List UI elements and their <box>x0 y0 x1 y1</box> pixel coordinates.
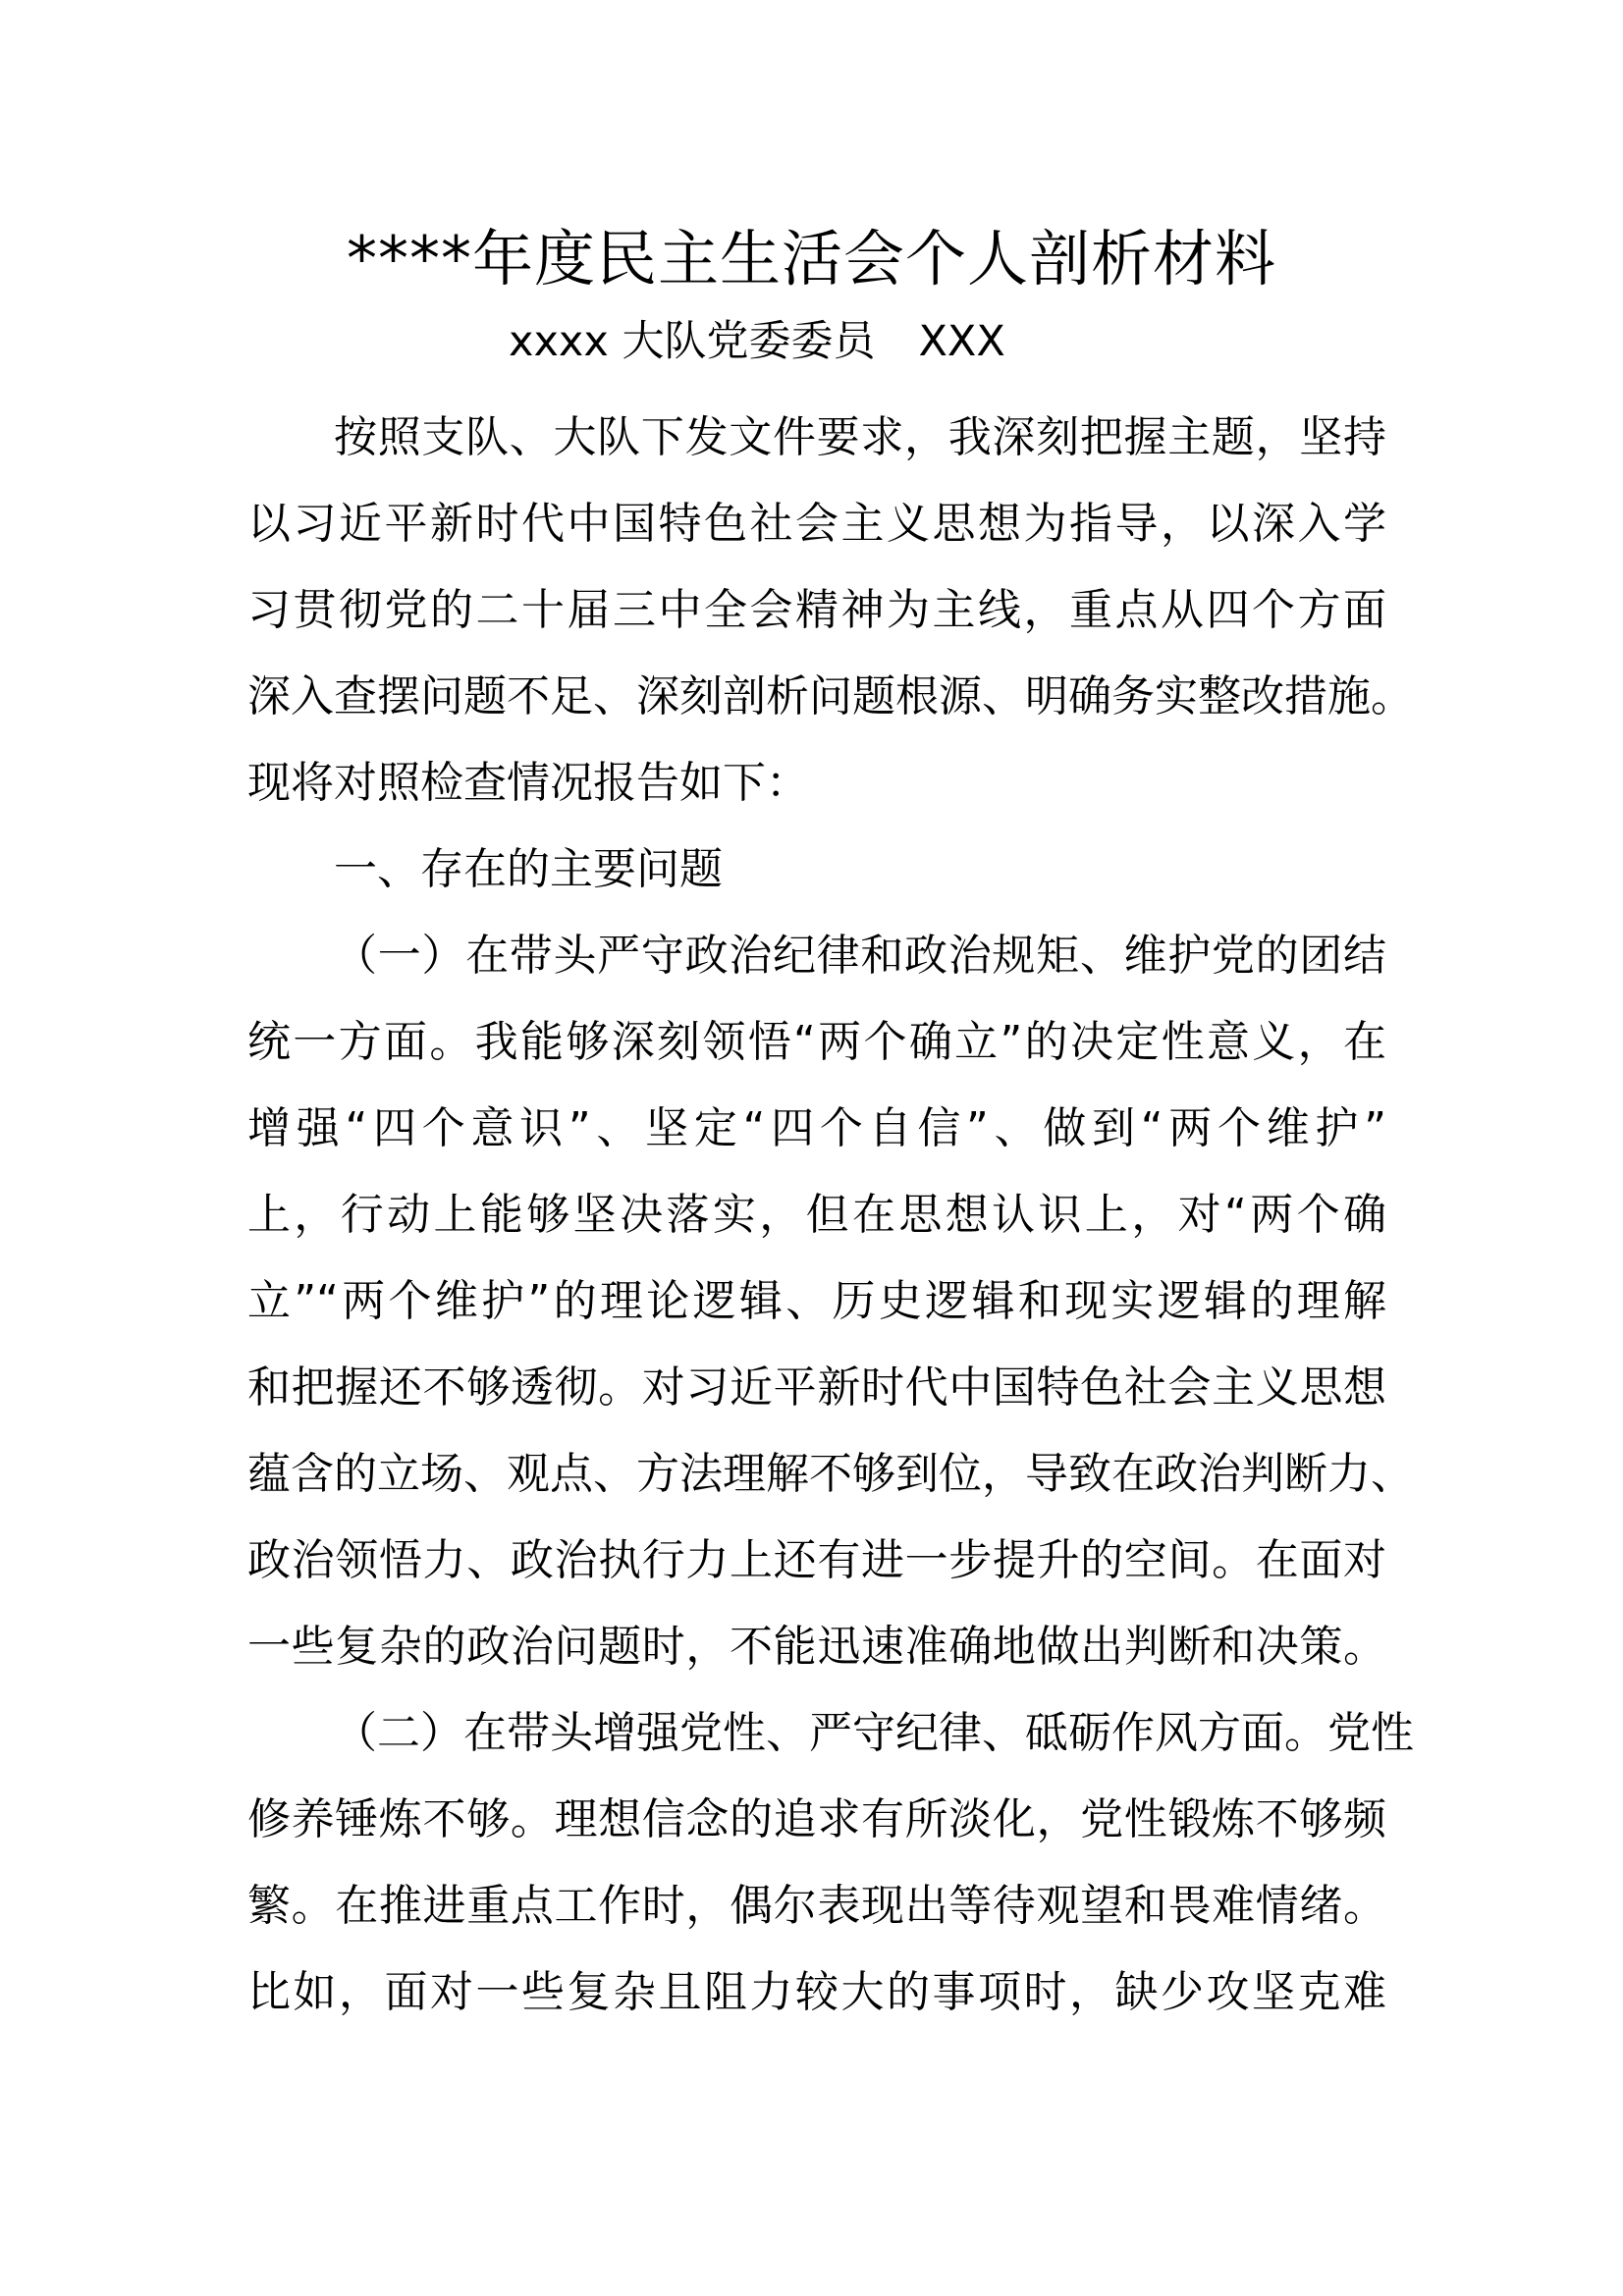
section-heading: 一、存在的主要问题 <box>334 844 723 894</box>
intro-line: 习贯彻党的二十届三中全会精神为主线，重点从四个方面 <box>247 585 1386 635</box>
subsection-1-line: 上，行动上能够坚决落实，但在思想认识上，对“两个确 <box>247 1190 1386 1240</box>
subsection-1-line: 蕴含的立场、观点、方法理解不够到位，导致在政治判断力、 <box>247 1449 1414 1499</box>
subsection-1-line: （一）在带头严守政治纪律和政治规矩、维护党的团结 <box>334 931 1386 981</box>
subsection-1-line: 立”“两个维护”的理论逻辑、历史逻辑和现实逻辑的理解 <box>247 1276 1386 1326</box>
intro-line: 现将对照检查情况报告如下： <box>247 758 809 808</box>
subsection-1-paragraph <box>247 913 1414 1690</box>
document-title: ****年度民主生活会个人剖析材料 <box>346 223 1276 294</box>
intro-line: 以习近平新时代中国特色社会主义思想为指导，以深入学 <box>247 499 1386 549</box>
subsection-2-line: （二）在带头增强党性、严守纪律、砥砺作风方面。党性 <box>334 1708 1414 1758</box>
subsection-1-line: 统一方面。我能够深刻领悟“两个确立”的决定性意义，在 <box>247 1017 1386 1067</box>
subsection-1-line: 政治领悟力、政治执行力上还有进一步提升的空间。在面对 <box>247 1535 1386 1585</box>
subsection-2-line: 繁。在推进重点工作时，偶尔表现出等待观望和畏难情绪。 <box>247 1881 1386 1931</box>
author-line <box>509 312 1005 371</box>
author-unit: xxxx 大队党委委员 <box>509 317 876 366</box>
document-body <box>247 395 1414 2036</box>
subsection-2-line: 修养锤炼不够。理想信念的追求有所淡化，党性锻炼不够频 <box>247 1794 1386 1844</box>
intro-line: 深入查摆问题不足、深刻剖析问题根源、明确务实整改措施。 <box>247 671 1414 721</box>
author-name: XXX <box>918 317 1005 366</box>
intro-paragraph <box>247 395 1414 827</box>
subsection-2-line: 比如，面对一些复杂且阻力较大的事项时，缺少攻坚克难 <box>247 1967 1386 2017</box>
subsection-1-line: 和把握还不够透彻。对习近平新时代中国特色社会主义思想 <box>247 1362 1386 1413</box>
subsection-1-line: 一些复杂的政治问题时，不能迅速准确地做出判断和决策。 <box>247 1622 1386 1672</box>
intro-line: 按照支队、大队下发文件要求，我深刻把握主题，坚持 <box>334 412 1386 462</box>
subsection-2-paragraph <box>247 1690 1414 2036</box>
subsection-1-line: 增强“四个意识”、坚定“四个自信”、做到“两个维护” <box>247 1103 1386 1153</box>
